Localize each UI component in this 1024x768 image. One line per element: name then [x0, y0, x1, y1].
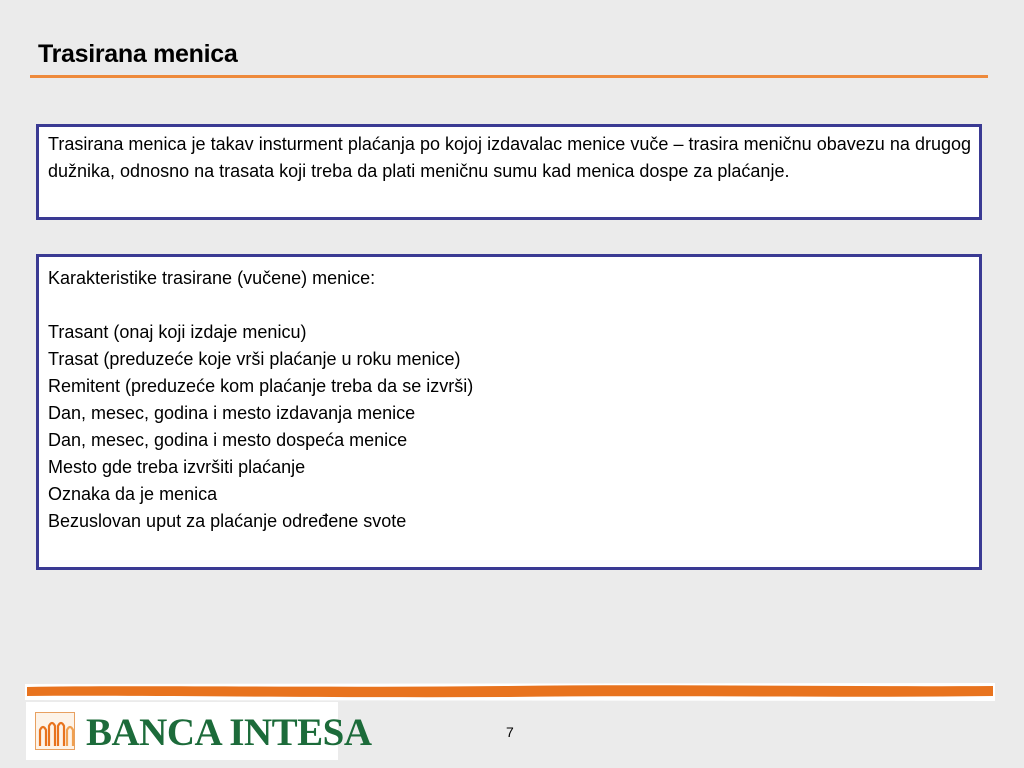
- list-item: Oznaka da je menica: [48, 484, 218, 504]
- definition-box: [36, 124, 982, 220]
- list-item: Trasant (onaj koji izdaje menicu): [48, 322, 307, 342]
- footer-logo: [26, 702, 372, 760]
- definition-text: Trasirana menica je takav insturment plaćanja po kojoj izdavalac menice vuče – trasira meničnu obavezu na drugog dužnika, odnosno na trasata koji treba da plati meničnu sumu kad menica dospe za plaćanje.: [48, 134, 971, 181]
- list-item: Trasat (preduzeće koje vrši plaćanje u roku menice): [48, 349, 461, 369]
- footer-brush-stroke: [25, 680, 995, 704]
- logo-text: BANCA INTESA: [86, 711, 372, 754]
- title-underline: [30, 75, 988, 78]
- banca-intesa-arches-icon: [35, 712, 75, 750]
- list-item: Bezuslovan uput za plaćanje određene svote: [48, 511, 407, 531]
- characteristics-heading: Karakteristike trasirane (vučene) menice:: [48, 268, 376, 288]
- list-item: Mesto gde treba izvršiti plaćanje: [48, 457, 306, 477]
- spacer: [48, 292, 971, 319]
- list-item: Remitent (preduzeće kom plaćanje treba da se izvrši): [48, 376, 474, 396]
- characteristics-box: [36, 254, 982, 570]
- slide-title: Trasirana menica: [38, 40, 238, 68]
- page-number: 7: [506, 724, 514, 740]
- list-item: Dan, mesec, godina i mesto dospeća menice: [48, 430, 408, 450]
- list-item: Dan, mesec, godina i mesto izdavanja menice: [48, 403, 416, 423]
